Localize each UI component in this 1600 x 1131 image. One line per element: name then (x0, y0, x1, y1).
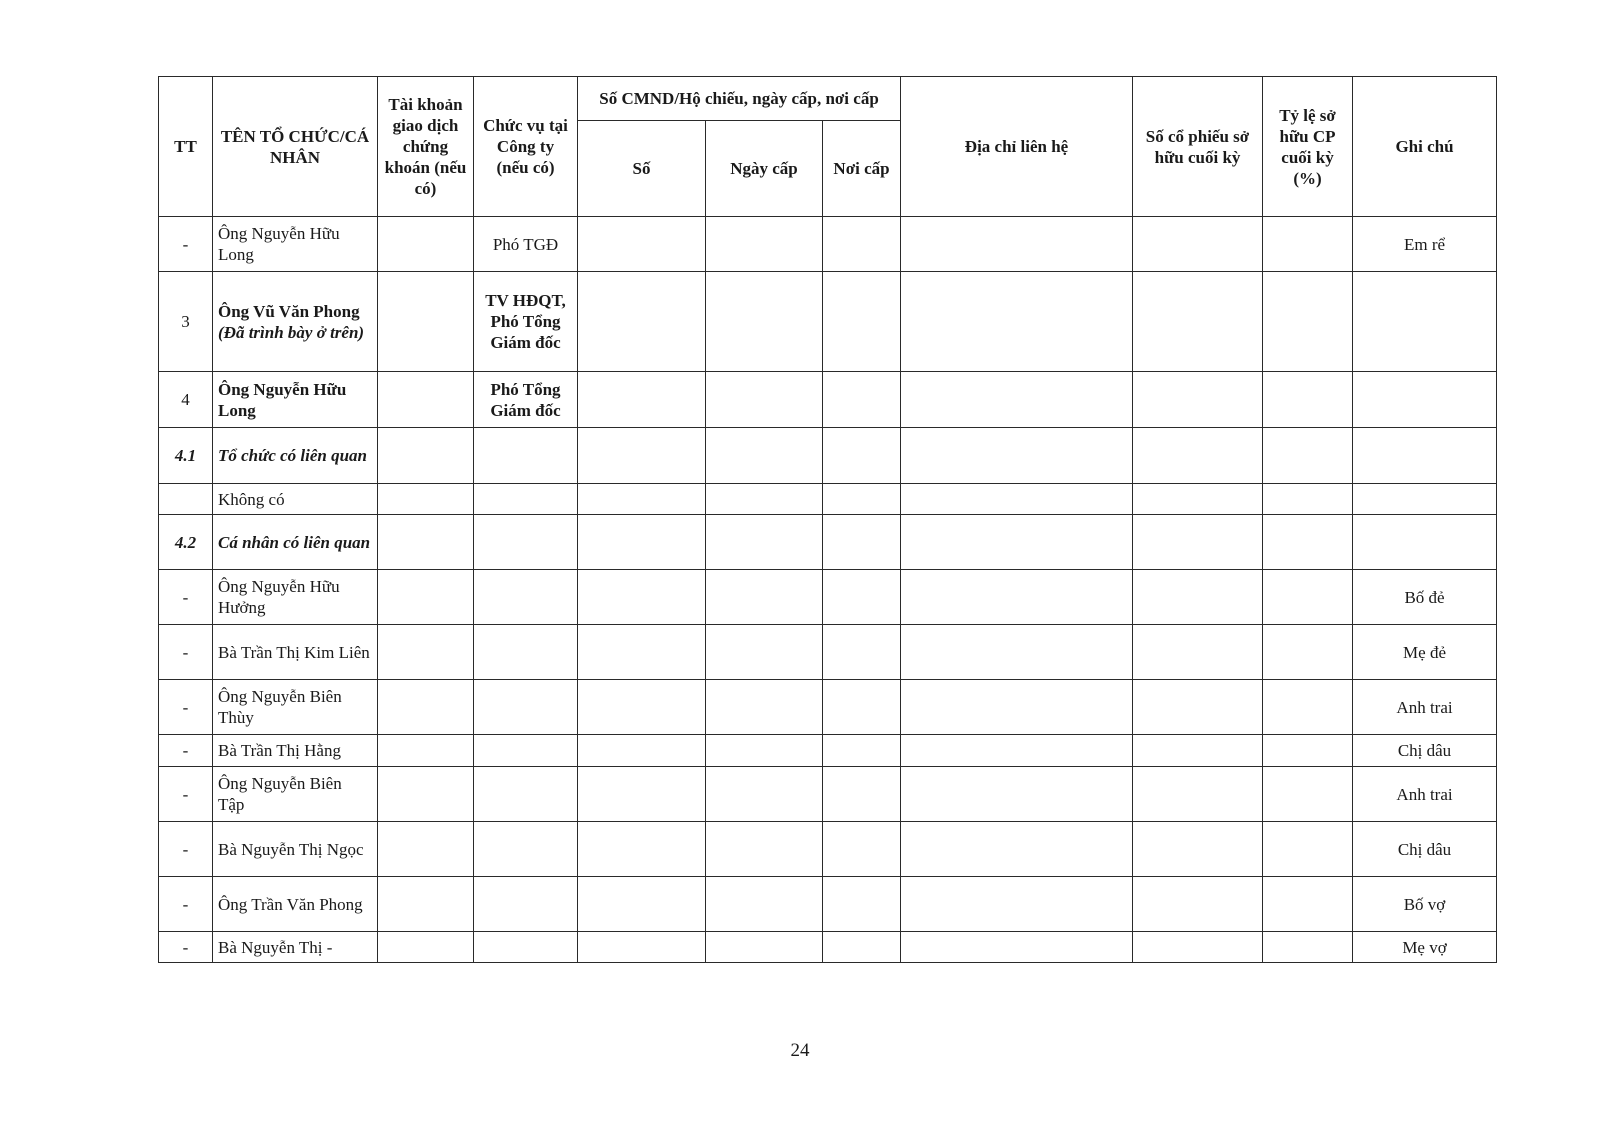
cell-tt: 4.1 (159, 428, 213, 484)
table-row (159, 484, 1497, 515)
cell-tt: - (159, 570, 213, 625)
table-row (159, 932, 1497, 963)
cell-tt: - (159, 217, 213, 272)
document-page (158, 76, 1496, 963)
table-row (159, 428, 1497, 484)
cell-name: Cá nhân có liên quan (213, 515, 378, 570)
table-row (159, 570, 1497, 625)
cell-position (474, 932, 578, 963)
cell-note: Mẹ đẻ (1353, 625, 1497, 680)
table-row (159, 625, 1497, 680)
cell-name-italic: (Đã trình bày ở trên) (218, 322, 365, 342)
cell-position (474, 767, 578, 822)
cell-note (1353, 428, 1497, 484)
cell-position (474, 822, 578, 877)
cell-note: Mẹ vợ (1353, 932, 1497, 963)
table-row (159, 217, 1497, 272)
cell-position (474, 428, 578, 484)
header-position: Chức vụ tại Công ty (nếu có) (474, 77, 578, 217)
cell-tt (159, 484, 213, 515)
cell-tt: - (159, 625, 213, 680)
cell-tt: - (159, 822, 213, 877)
cell-name (213, 272, 378, 372)
cell-name: Ông Nguyễn Biên Thùy (213, 680, 378, 735)
cell-note: Bố vợ (1353, 877, 1497, 932)
cell-tt: - (159, 767, 213, 822)
header-ratio: Tỷ lệ sở hữu CP cuối kỳ (%) (1263, 77, 1353, 217)
cell-position: TV HĐQT, Phó Tổng Giám đốc (474, 272, 578, 372)
cell-position: Phó Tổng Giám đốc (474, 372, 578, 428)
cell-note: Anh trai (1353, 680, 1497, 735)
cell-tt: - (159, 877, 213, 932)
cell-tt: - (159, 735, 213, 767)
table-row (159, 822, 1497, 877)
cell-name: Bà Nguyễn Thị - (213, 932, 378, 963)
header-tt: TT (159, 77, 213, 217)
cell-note: Chị dâu (1353, 822, 1497, 877)
header-id-date: Ngày cấp (706, 121, 823, 217)
cell-tt: 4 (159, 372, 213, 428)
cell-name: Ông Nguyễn Hữu Long (213, 372, 378, 428)
cell-name: Bà Nguyễn Thị Ngọc (213, 822, 378, 877)
table-row (159, 680, 1497, 735)
cell-note (1353, 372, 1497, 428)
cell-position (474, 515, 578, 570)
table-row (159, 767, 1497, 822)
cell-tt: - (159, 680, 213, 735)
cell-name: Ông Trần Văn Phong (213, 877, 378, 932)
cell-name: Ông Nguyễn Biên Tập (213, 767, 378, 822)
cell-note (1353, 272, 1497, 372)
header-account: Tài khoản giao dịch chứng khoán (nếu có) (378, 77, 474, 217)
cell-position (474, 484, 578, 515)
header-name: TÊN TỔ CHỨC/CÁ NHÂN (213, 77, 378, 217)
header-id-place: Nơi cấp (823, 121, 901, 217)
table-row (159, 515, 1497, 570)
cell-position (474, 625, 578, 680)
page-number: 24 (790, 1040, 810, 1061)
cell-name: Bà Trần Thị Hằng (213, 735, 378, 767)
table-row (159, 272, 1497, 372)
cell-tt: 4.2 (159, 515, 213, 570)
related-persons-table (158, 76, 1497, 963)
cell-position (474, 735, 578, 767)
cell-position (474, 680, 578, 735)
table-row (159, 735, 1497, 767)
cell-tt: - (159, 932, 213, 963)
cell-note: Chị dâu (1353, 735, 1497, 767)
cell-name: Tổ chức có liên quan (213, 428, 378, 484)
header-note: Ghi chú (1353, 77, 1497, 217)
cell-name-main: Ông Vũ Văn Phong (218, 301, 360, 321)
cell-note (1353, 515, 1497, 570)
cell-name: Ông Nguyễn Hữu Long (213, 217, 378, 272)
cell-tt: 3 (159, 272, 213, 372)
header-shares: Số cổ phiếu sở hữu cuối kỳ (1133, 77, 1263, 217)
cell-note: Em rể (1353, 217, 1497, 272)
cell-note: Anh trai (1353, 767, 1497, 822)
cell-name: Bà Trần Thị Kim Liên (213, 625, 378, 680)
cell-position (474, 877, 578, 932)
cell-position (474, 570, 578, 625)
header-id-number: Số (578, 121, 706, 217)
table-row (159, 372, 1497, 428)
cell-position: Phó TGĐ (474, 217, 578, 272)
cell-note: Bố đẻ (1353, 570, 1497, 625)
cell-name: Không có (213, 484, 378, 515)
table-row (159, 877, 1497, 932)
cell-note (1353, 484, 1497, 515)
cell-name: Ông Nguyễn Hữu Hưởng (213, 570, 378, 625)
header-id-group: Số CMND/Hộ chiếu, ngày cấp, nơi cấp (578, 77, 901, 121)
header-address: Địa chỉ liên hệ (901, 77, 1133, 217)
